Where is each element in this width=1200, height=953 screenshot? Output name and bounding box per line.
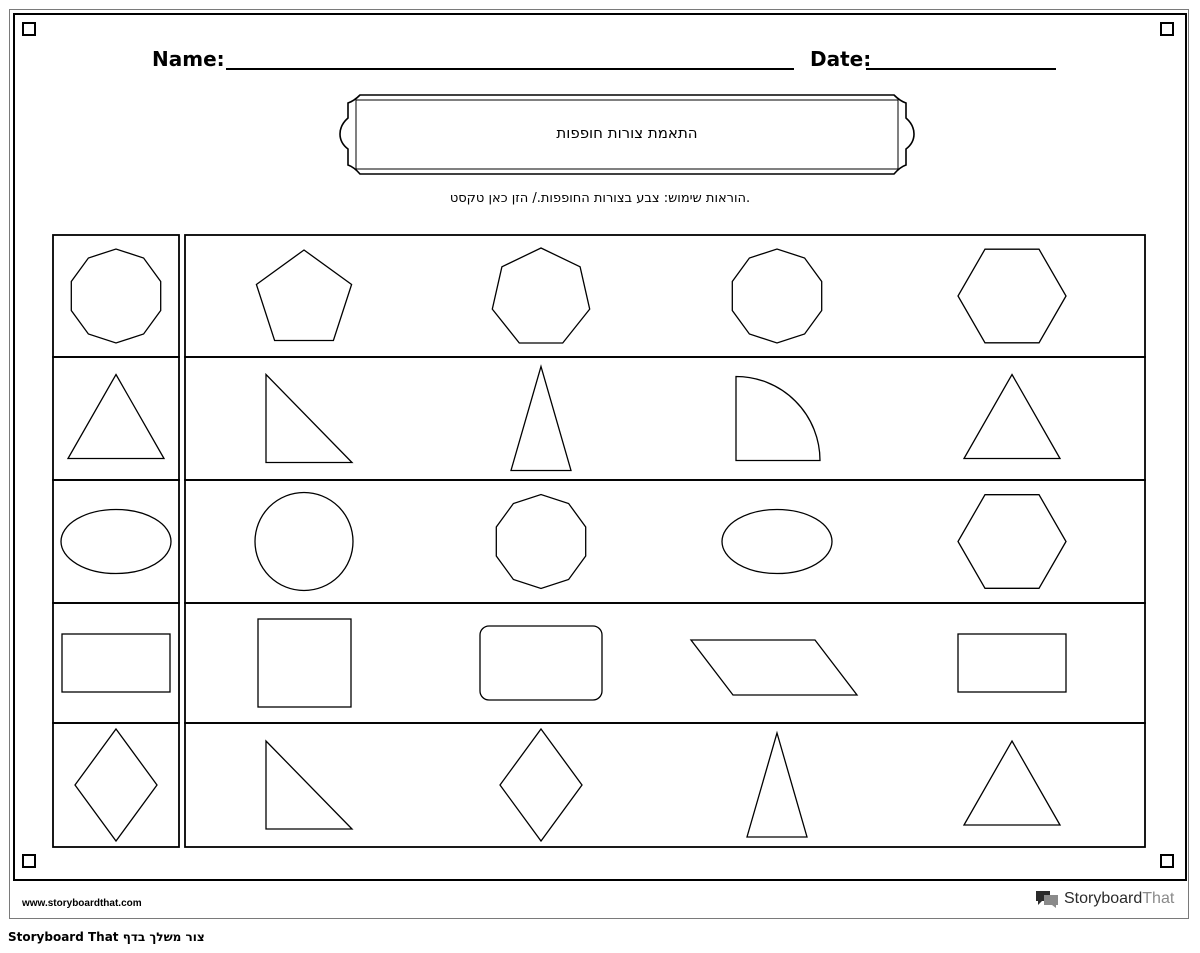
brand-main-text: Storyboard — [1064, 890, 1143, 907]
option-shape-tall-triangle[interactable] — [511, 367, 571, 471]
target-shape-ellipse — [61, 510, 171, 574]
option-shape-hexagon[interactable] — [958, 249, 1066, 343]
option-shape-right-triangle[interactable] — [266, 741, 352, 829]
option-shape-parallelogram[interactable] — [691, 640, 857, 695]
target-cell-row-4 — [53, 603, 179, 723]
storyboardthat-logo[interactable] — [1034, 889, 1174, 909]
brand-accent-text: That — [1142, 890, 1175, 907]
target-shape-equilateral-triangle — [68, 375, 164, 459]
option-shape-decagon[interactable] — [496, 495, 585, 589]
option-shape-right-triangle[interactable] — [266, 375, 352, 463]
date-label: Date: — [810, 47, 872, 71]
options-cell-row-4[interactable] — [185, 603, 1145, 723]
option-shape-rounded-rectangle[interactable] — [480, 626, 602, 700]
worksheet-title: התאמת צורות חופפות — [556, 124, 698, 142]
target-shape-rhombus — [75, 729, 157, 841]
option-shape-equilateral-triangle[interactable] — [964, 375, 1060, 459]
option-shape-rhombus[interactable] — [500, 729, 582, 841]
option-shape-quarter-circle[interactable] — [736, 377, 820, 461]
target-cell-row-3 — [53, 480, 179, 603]
page-caption: צור משלך בדף Storyboard That — [8, 930, 205, 944]
name-label: Name: — [152, 47, 225, 71]
option-shape-ellipse[interactable] — [722, 510, 832, 574]
target-shape-decagon — [71, 249, 160, 343]
option-shape-heptagon[interactable] — [492, 248, 589, 343]
options-cell-row-1[interactable] — [185, 235, 1145, 357]
option-shape-rectangle[interactable] — [958, 634, 1066, 692]
target-cell-row-5 — [53, 723, 179, 847]
option-shape-tall-triangle[interactable] — [747, 733, 807, 837]
option-shape-pentagon[interactable] — [256, 250, 351, 341]
option-shape-circle[interactable] — [255, 493, 353, 591]
option-shape-decagon[interactable] — [732, 249, 821, 343]
option-shape-square[interactable] — [258, 619, 351, 707]
footer-url[interactable]: www.storyboardthat.com — [22, 898, 142, 909]
options-cell-row-2[interactable] — [185, 357, 1145, 480]
options-cell-row-3[interactable] — [185, 480, 1145, 603]
target-shape-rectangle — [62, 634, 170, 692]
instructions-text: .הוראות שימוש: צבע בצורות החופפות./ הזן כאן טקסט — [449, 191, 751, 206]
speech-bubbles-icon — [1034, 889, 1060, 909]
option-shape-equilateral-triangle[interactable] — [964, 741, 1060, 825]
option-shape-hexagon[interactable] — [958, 495, 1066, 589]
